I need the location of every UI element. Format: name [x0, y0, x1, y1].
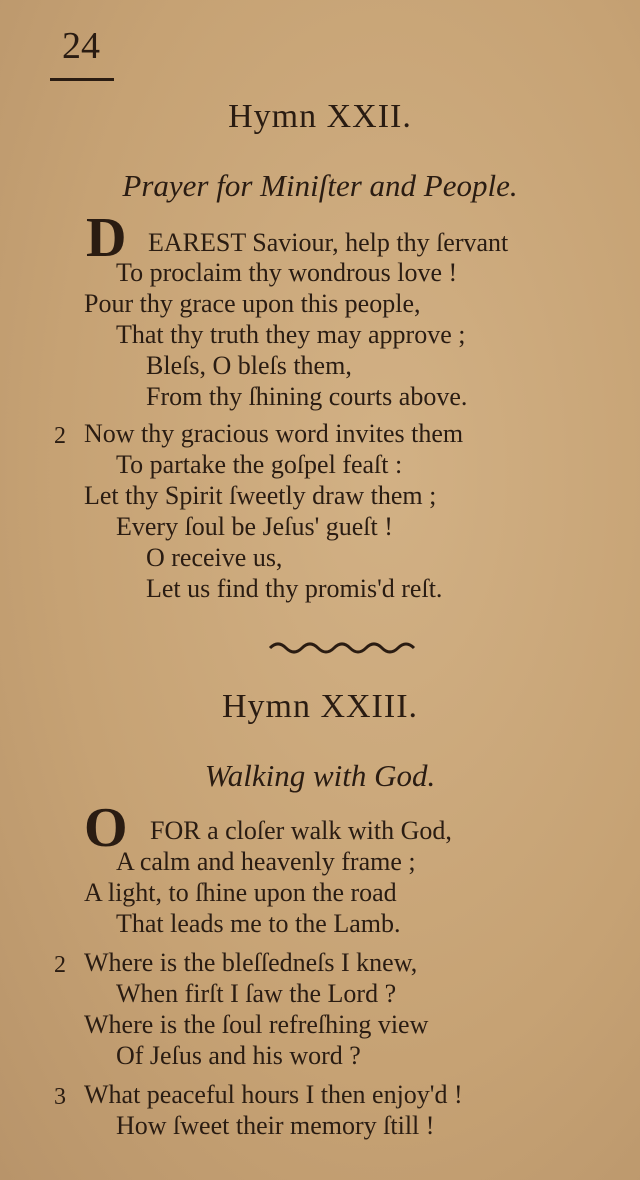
hymn-23-v1-line-4: That leads me to the Lamb.: [116, 909, 401, 938]
hymn-22-v1-line-1: EAREST Saviour, help thy ſervant: [148, 228, 509, 257]
hymn-22-subtitle: Prayer for Miniſter and People.: [122, 168, 518, 203]
page-number: 24: [62, 25, 100, 67]
hymn-23-verse-2-number: 2: [54, 952, 66, 978]
hymn-23-v2-line-4: Of Jeſus and his word ?: [116, 1041, 361, 1070]
hymn-22-v1-line-6: From thy ſhining courts above.: [146, 382, 468, 411]
hymn-23-title: Hymn XXIII.: [221, 688, 419, 725]
ornament-divider: [268, 638, 418, 658]
hymn-22-v2-line-1: Now thy gracious word invites them: [84, 419, 464, 448]
hymn-22-v2-line-5: O receive us,: [146, 543, 283, 572]
hymn-23-drop-cap: O: [84, 797, 128, 859]
hymn-22-v2-line-4: Every ſoul be Jeſus' gueſt !: [116, 512, 393, 541]
hymn-22-title: Hymn XXII.: [228, 98, 412, 135]
hymn-23-v3-line-1: What peaceful hours I then enjoy'd !: [84, 1080, 463, 1109]
hymn-23-v2-line-3: Where is the ſoul refreſhing view: [84, 1010, 429, 1039]
hymn-22-v1-line-3: Pour thy grace upon this people,: [84, 289, 421, 318]
hymn-22-v1-line-5: Bleſs, O bleſs them,: [146, 351, 352, 380]
hymn-22-v2-line-6: Let us find thy promis'd reſt.: [146, 574, 443, 603]
hymn-23-subtitle: Walking with God.: [204, 758, 436, 793]
hymn-22-v1-line-2: To proclaim thy wondrous love !: [116, 258, 458, 287]
hymn-22-verse-2-number: 2: [54, 423, 66, 449]
hymn-22-v2-line-2: To partake the goſpel feaſt :: [116, 450, 403, 479]
hymn-23-verse-3-number: 3: [54, 1084, 66, 1110]
hymn-22-v1-line-4: That thy truth they may approve ;: [116, 320, 466, 349]
hymn-23-v2-line-1: Where is the bleſſedneſs I knew,: [84, 948, 418, 977]
hymn-22-v2-line-3: Let thy Spirit ſweetly draw them ;: [84, 481, 437, 510]
page-number-rule: [50, 78, 114, 81]
hymn-23-v2-line-2: When firſt I ſaw the Lord ?: [116, 979, 397, 1008]
hymn-23-v1-line-3: A light, to ſhine upon the road: [84, 878, 397, 907]
hymn-23-v1-line-1: FOR a cloſer walk with God,: [150, 816, 452, 845]
hymn-23-v3-line-2: How ſweet their memory ſtill !: [116, 1111, 435, 1140]
hymn-23-v1-line-2: A calm and heavenly frame ;: [116, 847, 416, 876]
hymn-22-drop-cap: D: [86, 207, 127, 269]
